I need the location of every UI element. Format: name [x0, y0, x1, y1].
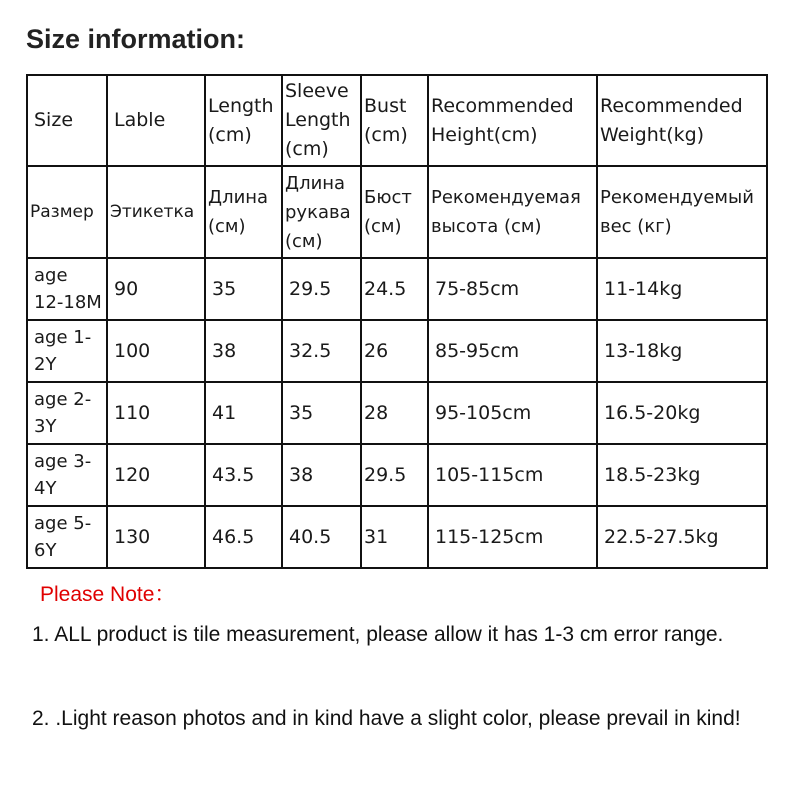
- table-cell: 130: [107, 506, 205, 568]
- table-row: [27, 444, 767, 506]
- table-cell: 29.5: [361, 444, 428, 506]
- table-cell: 35: [282, 382, 361, 444]
- table-cell: 11-14kg: [597, 258, 767, 320]
- table-row: [27, 506, 767, 568]
- table-cell: 120: [107, 444, 205, 506]
- table-cell: 24.5: [361, 258, 428, 320]
- header-cell: Recommended Weight(kg): [597, 75, 767, 166]
- table-cell: 90: [107, 258, 205, 320]
- header-cell: Bust (cm): [361, 75, 428, 166]
- table-cell: 28: [361, 382, 428, 444]
- table-cell: 18.5-23kg: [597, 444, 767, 506]
- header-cell: Рекомендуемый вес (кг): [597, 166, 767, 258]
- header-cell: Бюст (см): [361, 166, 428, 258]
- table-row: [27, 382, 767, 444]
- table-cell: 85-95cm: [428, 320, 597, 382]
- header-cell: Размер: [27, 166, 107, 258]
- table-cell: 105-115cm: [428, 444, 597, 506]
- header-cell: Длина (см): [205, 166, 282, 258]
- table-cell: 31: [361, 506, 428, 568]
- table-cell: 100: [107, 320, 205, 382]
- table-cell: 41: [205, 382, 282, 444]
- table-cell: 38: [282, 444, 361, 506]
- table-cell: 75-85cm: [428, 258, 597, 320]
- table-cell: 38: [205, 320, 282, 382]
- table-cell: 40.5: [282, 506, 361, 568]
- header-cell: Recommended Height(cm): [428, 75, 597, 166]
- size-table: [26, 74, 768, 569]
- table-row: [27, 320, 767, 382]
- header-cell: Рекомендуемая высота (см): [428, 166, 597, 258]
- table-cell: 26: [361, 320, 428, 382]
- header-row-english: [27, 75, 767, 166]
- table-cell: 115-125cm: [428, 506, 597, 568]
- header-cell: Length (cm): [205, 75, 282, 166]
- table-row: [27, 258, 767, 320]
- table-cell: 29.5: [282, 258, 361, 320]
- table-cell: 43.5: [205, 444, 282, 506]
- table-cell: 22.5-27.5kg: [597, 506, 767, 568]
- table-cell: 110: [107, 382, 205, 444]
- table-cell: 13-18kg: [597, 320, 767, 382]
- table-cell-size: age 2- 3Y: [27, 382, 107, 444]
- table-cell: 16.5-20kg: [597, 382, 767, 444]
- header-cell: Lable: [107, 75, 205, 166]
- table-cell: 35: [205, 258, 282, 320]
- header-cell: Sleeve Length (cm): [282, 75, 361, 166]
- table-cell-size: age 3- 4Y: [27, 444, 107, 506]
- table-cell: 46.5: [205, 506, 282, 568]
- header-row-russian: [27, 166, 767, 258]
- table-cell: 32.5: [282, 320, 361, 382]
- table-cell-size: age 1- 2Y: [27, 320, 107, 382]
- table-cell: 95-105cm: [428, 382, 597, 444]
- header-cell: Этикетка: [107, 166, 205, 258]
- table-cell-size: age 12-18M: [27, 258, 107, 320]
- table-cell-size: age 5- 6Y: [27, 506, 107, 568]
- note-title: Please Note：: [40, 583, 176, 606]
- header-cell: Size: [27, 75, 107, 166]
- header-cell: Длина рукава (см): [282, 166, 361, 258]
- note-line-1: 1. ALL product is tile measurement, please allow it has 1-3 cm error range.: [32, 623, 724, 646]
- note-line-2: 2. .Light reason photos and in kind have a slight color, please prevail in kind!: [32, 707, 741, 730]
- page-title: Size information:: [26, 24, 246, 54]
